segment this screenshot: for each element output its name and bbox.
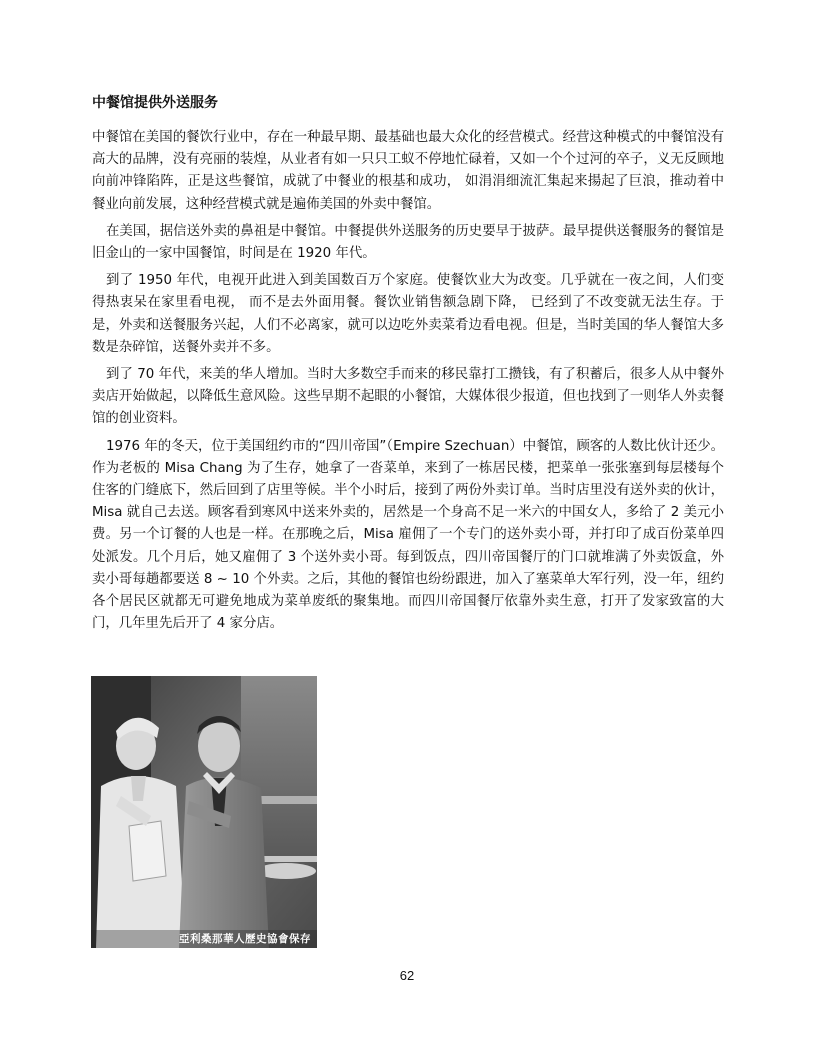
page-number: 62 [399,968,415,983]
article-body [92,94,724,640]
paragraph-origin: 在美国，据信送外卖的鼻祖是中餐馆。中餐提供外送服务的历史要早于披萨。最早提供送餐服务的餐馆是旧金山的一家中国餐馆，时间是在 1920 年代。 [92,223,724,262]
paragraph-1976-story: 1976 年的冬天，位于美国纽约市的“四川帝国”（Empire Szechuan）中餐馆，顾客的人数比伙计还少。作为老板的 Misa Chang 为了生存，她拿了一沓菜单，来到了一栋居民楼，把菜单一张张塞到每层楼每个住客的门缝底下，然后回到了店里等候。半个小时后，接到了两份外卖订单。当时店里没有送外卖的伙计，Misa 就自己去送。顾客看到寒风中送来外卖的，居然是一个身高不足一米六的中国女人，多给了 2 美元小费。另一个订餐的人也是一样。在那晚之后，Misa 雇佣了一个专门的送外卖小哥，并打印了成百份菜单四处派发。几个月后，她又雇佣了 3 个送外卖小哥。每到饭点，四川帝国餐厅的门口就堆满了外卖饭盒，外卖小哥每趟都要送 8 ~ 10 个外卖。之后，其他的餐馆也纷纷跟进，加入了塞菜单大军行列，没一年，纽约各个居民区就都无可避免地成为菜单废纸的聚集地。而四川帝国餐厅依靠外卖生意，打开了发家致富的大门，几年里先后开了 4 家分店。 [92,438,724,632]
historical-photo [91,676,317,948]
photo-illustration [91,676,317,948]
section-heading: 中餐馆提供外送服务 [92,95,218,111]
paragraph-1970s: 到了 70 年代，来美的华人增加。当时大多数空手而来的移民靠打工攒钱，有了积蓄后，很多人从中餐外卖店开始做起，以降低生意风险。这些早期不起眼的小餐馆，大媒体很少报道，但也找到了一则华人外卖餐馆的创业资料。 [92,367,724,427]
paragraph-intro: 中餐馆在美国的餐饮行业中，存在一种最早期、最基础也最大众化的经营模式。经营这种模式的中餐馆没有高大的品牌，没有亮丽的装煌，从业者有如一只只工蚁不停地忙碌着，又如一个个过河的卒子，义无反顾地向前冲锋陷阵，正是这些餐馆，成就了中餐业的根基和成功， 如涓涓细流汇集起来揚起了巨浪，推动着中餐业向前发展，这种经营模式就是遍佈美国的外卖中餐馆。 [92,130,724,212]
photo-caption: 亞利桑那華人歷史協會保存 [179,933,311,945]
paragraph-1950s: 到了 1950 年代，电视开此进入到美国数百万个家庭。使餐饮业大为改变。几乎就在一夜之间，人们变得热衷呆在家里看电视， 而不是去外面用餐。餐饮业销售额急剧下降， 已经到了不改变就无法生存。于是，外卖和送餐服务兴起，人们不必离家，就可以边吃外卖菜肴边看电视。但是，当时美国的华人餐馆大多数是杂碎馆，送餐外卖并不多。 [92,273,724,355]
